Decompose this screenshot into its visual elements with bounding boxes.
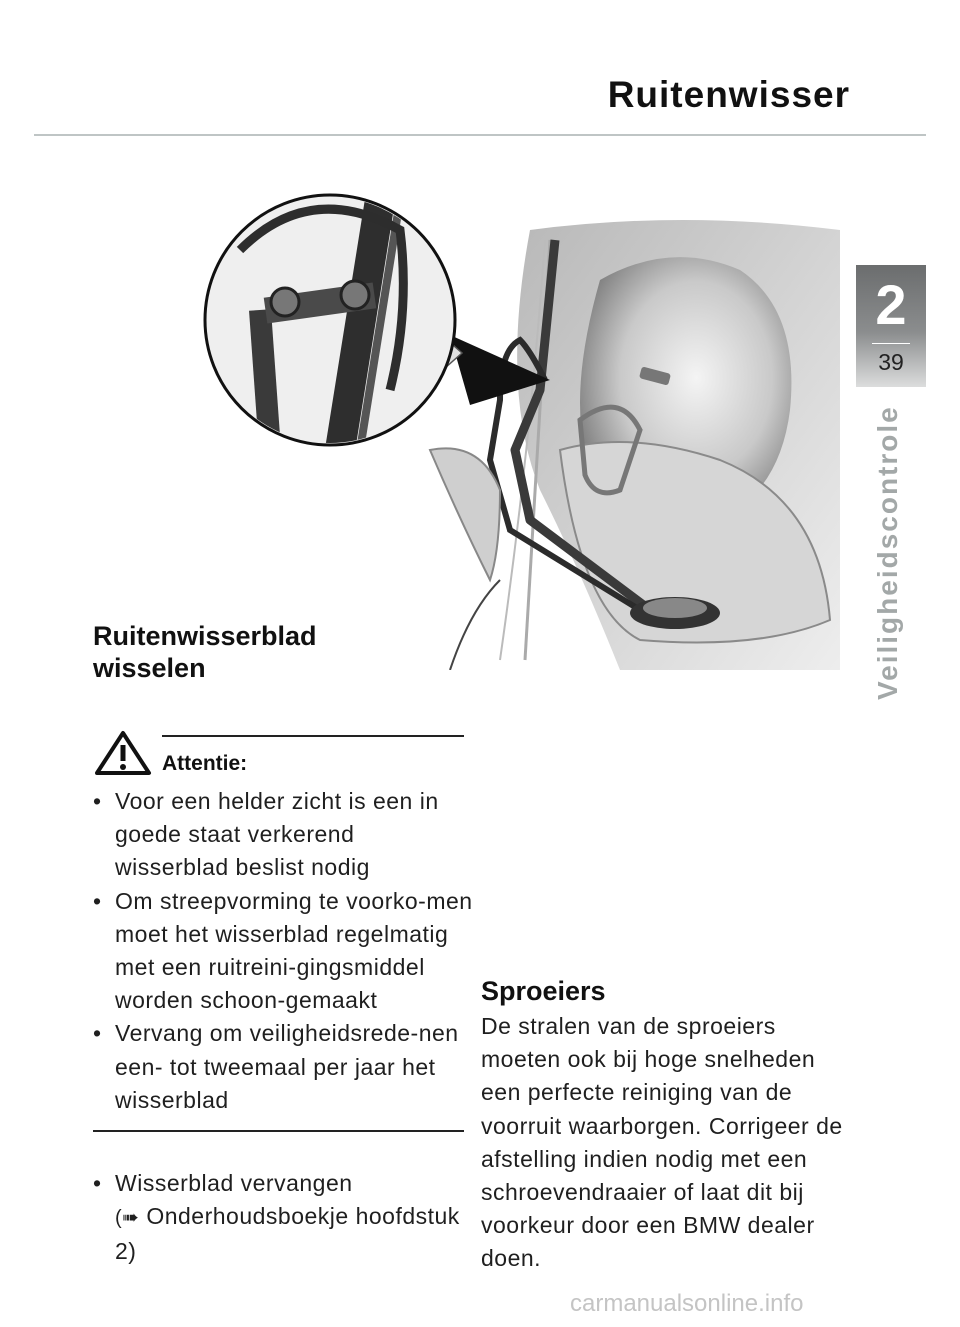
list-item: • Voor een helder zicht is een in goede staat verkerend wisserblad beslist nodig bbox=[93, 788, 439, 881]
wiper-illustration bbox=[200, 190, 840, 670]
chapter-number: 2 bbox=[875, 273, 907, 336]
list-item: • Om streepvorming te voorko-men moet het wisserblad regelmatig met een ruitreini-gingsmiddel worden schoon-gemaakt bbox=[93, 887, 473, 1014]
section-heading: Ruitenwisserblad wisselen bbox=[93, 621, 317, 683]
watermark: carmanualsonline.info bbox=[570, 1290, 804, 1317]
reference-arrow-icon: (➠ bbox=[115, 1207, 140, 1229]
header-divider bbox=[34, 134, 926, 136]
warning-top-rule bbox=[162, 735, 464, 737]
warning-icon bbox=[93, 728, 153, 778]
warning-bottom-rule bbox=[93, 1130, 464, 1132]
chapter-tab bbox=[856, 265, 926, 387]
instruction-item: • Wisserblad vervangen (➠ Onderhoudsboekje hoofdstuk 2) bbox=[93, 1167, 473, 1268]
instruction-reference: Onderhoudsboekje hoofdstuk 2) bbox=[115, 1203, 460, 1264]
page-number: 39 bbox=[878, 349, 904, 375]
warning-list bbox=[93, 785, 473, 1117]
list-item: • Vervang om veiligheidsrede-nen een- tot tweemaal per jaar het wisserblad bbox=[93, 1020, 459, 1113]
sprayers-heading: Sproeiers bbox=[481, 976, 606, 1006]
instruction-text: Wisserblad vervangen bbox=[115, 1170, 353, 1196]
chapter-side-label: Veiligheidscontrole bbox=[872, 405, 903, 700]
sprayers-body: De stralen van de sproeiers moeten ook bij hoge snelheden een perfecte reiniging van de voorruit waarborgen. Corrigeer de afstelling indien nodig met een schroevendraaier of laat dit bij voorkeur door een BMW dealer doen. bbox=[481, 1013, 843, 1272]
page-title: Ruitenwisser bbox=[607, 74, 850, 115]
chapter-divider bbox=[872, 343, 910, 344]
warning-title: Attentie: bbox=[162, 752, 248, 775]
